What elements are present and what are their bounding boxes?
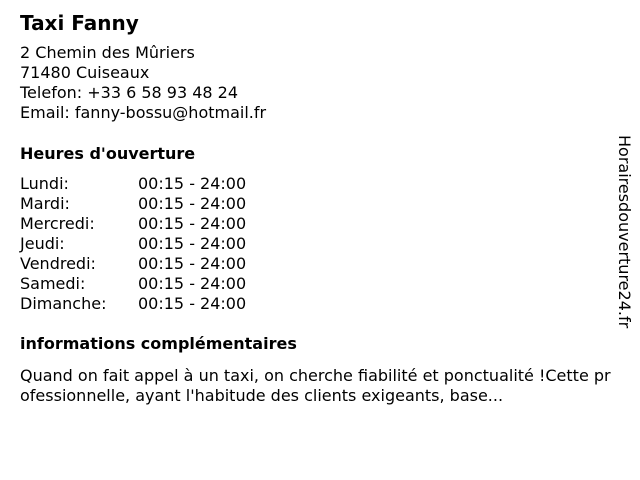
hours-row-monday bbox=[20, 174, 246, 194]
time-range: 00:15 - 24:00 bbox=[138, 294, 247, 313]
day-label: Mardi: bbox=[20, 194, 70, 213]
hours-row-wednesday bbox=[20, 214, 246, 234]
opening-hours-table bbox=[20, 174, 246, 314]
address-block bbox=[20, 43, 266, 123]
business-name: Taxi Fanny bbox=[20, 11, 139, 35]
additional-info-text: Quand on fait appel à un taxi, on cherche fiabilité et ponctualité !Cette professionnelle, ayant l'habitude des clients exigeants, base... bbox=[20, 366, 611, 405]
hours-row-sunday bbox=[20, 294, 246, 314]
day-label: Jeudi: bbox=[20, 234, 65, 253]
street-address: 2 Chemin des Mûriers bbox=[20, 43, 195, 62]
city-postal: 71480 Cuiseaux bbox=[20, 63, 150, 82]
day-label: Samedi: bbox=[20, 274, 86, 293]
time-range: 00:15 - 24:00 bbox=[138, 234, 247, 253]
day-label: Mercredi: bbox=[20, 214, 95, 233]
hours-row-thursday bbox=[20, 234, 246, 254]
day-label: Vendredi: bbox=[20, 254, 96, 273]
time-range: 00:15 - 24:00 bbox=[138, 174, 247, 193]
hours-row-tuesday bbox=[20, 194, 246, 214]
watermark-text: Horairesdouverture24.fr bbox=[615, 135, 634, 329]
time-range: 00:15 - 24:00 bbox=[138, 274, 247, 293]
day-label: Lundi: bbox=[20, 174, 69, 193]
opening-hours-heading: Heures d'ouverture bbox=[20, 144, 196, 163]
time-range: 00:15 - 24:00 bbox=[138, 194, 247, 213]
watermark bbox=[612, 135, 636, 345]
additional-info-heading: informations complémentaires bbox=[20, 334, 297, 353]
time-range: 00:15 - 24:00 bbox=[138, 214, 247, 233]
email-address: Email: fanny-bossu@hotmail.fr bbox=[20, 103, 267, 122]
hours-row-saturday bbox=[20, 274, 246, 294]
phone-number: Telefon: +33 6 58 93 48 24 bbox=[20, 83, 239, 102]
day-label: Dimanche: bbox=[20, 294, 107, 313]
hours-row-friday bbox=[20, 254, 246, 274]
time-range: 00:15 - 24:00 bbox=[138, 254, 247, 273]
